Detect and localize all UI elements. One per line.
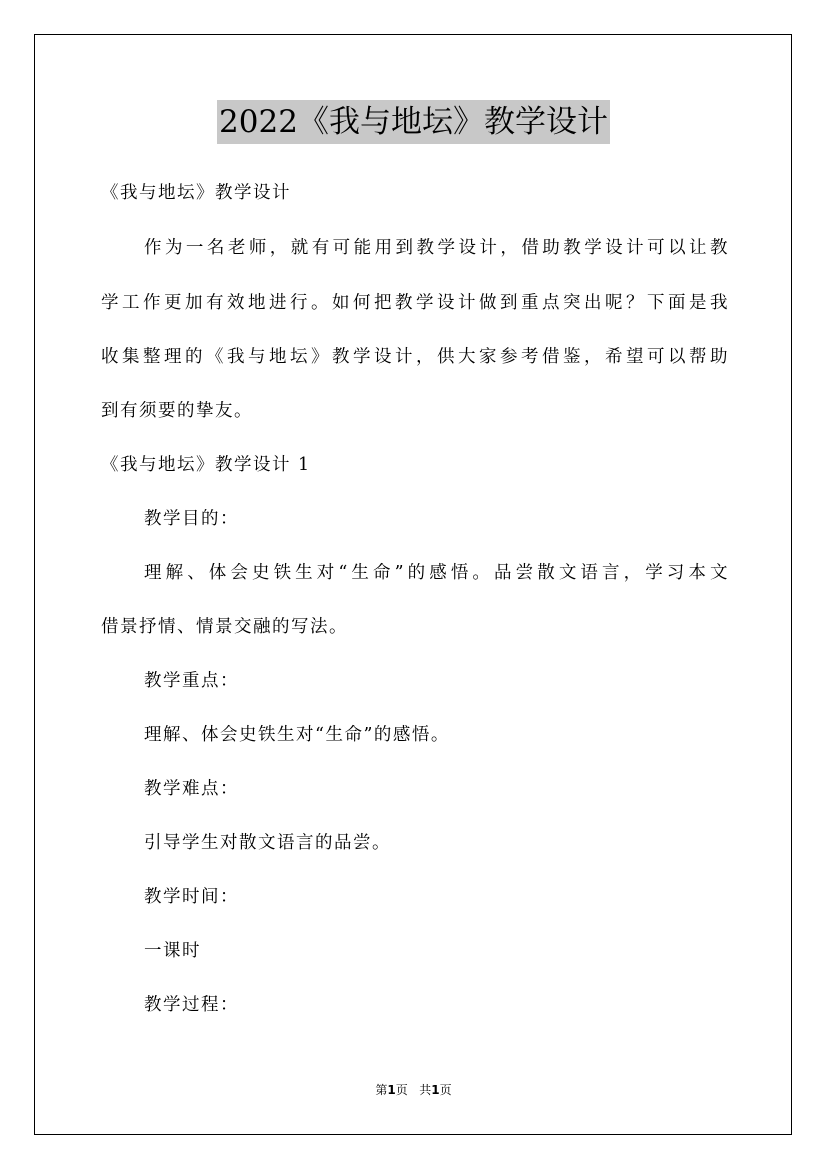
total-number: 1 [431, 1083, 440, 1097]
section-heading: 《我与地坛》教学设计 1 [101, 455, 311, 475]
title-wrap [0, 100, 827, 144]
paragraph-line: 借景抒情、情景交融的写法。 [101, 617, 348, 637]
paragraph-line: 教学难点： [144, 779, 239, 799]
paragraph-line: 收集整理的《我与地坛》教学设计，供大家参考借鉴，希望可以帮助 [101, 347, 729, 367]
paragraph-line: 教学目的： [144, 509, 239, 529]
page-footer [0, 1081, 827, 1099]
paragraph-line: 理解、体会史铁生对“生命”的感悟。品尝散文语言，学习本文 [144, 563, 729, 583]
paragraph-line: 教学时间： [144, 887, 239, 907]
paragraph-line: 教学重点： [144, 671, 239, 691]
paragraph-line: 引导学生对散文语言的品尝。 [144, 833, 391, 853]
paragraph-line: 理解、体会史铁生对“生命”的感悟。 [144, 725, 450, 745]
total-suffix: 页 [439, 1083, 452, 1097]
total-prefix: 共 [419, 1083, 432, 1097]
page-number: 1 [387, 1083, 396, 1097]
section-heading: 《我与地坛》教学设计 [101, 183, 291, 203]
document-title: 2022《我与地坛》教学设计 [217, 100, 610, 144]
page-suffix: 页 [395, 1083, 408, 1097]
page-prefix: 第 [375, 1083, 388, 1097]
paragraph-line: 学工作更加有效地进行。如何把教学设计做到重点突出呢？下面是我 [101, 293, 729, 313]
paragraph-line: 教学过程： [144, 995, 239, 1015]
paragraph-line: 一课时 [144, 941, 201, 961]
paragraph-line: 到有须要的挚友。 [101, 401, 253, 421]
paragraph-line: 作为一名老师，就有可能用到教学设计，借助教学设计可以让教 [144, 238, 729, 258]
